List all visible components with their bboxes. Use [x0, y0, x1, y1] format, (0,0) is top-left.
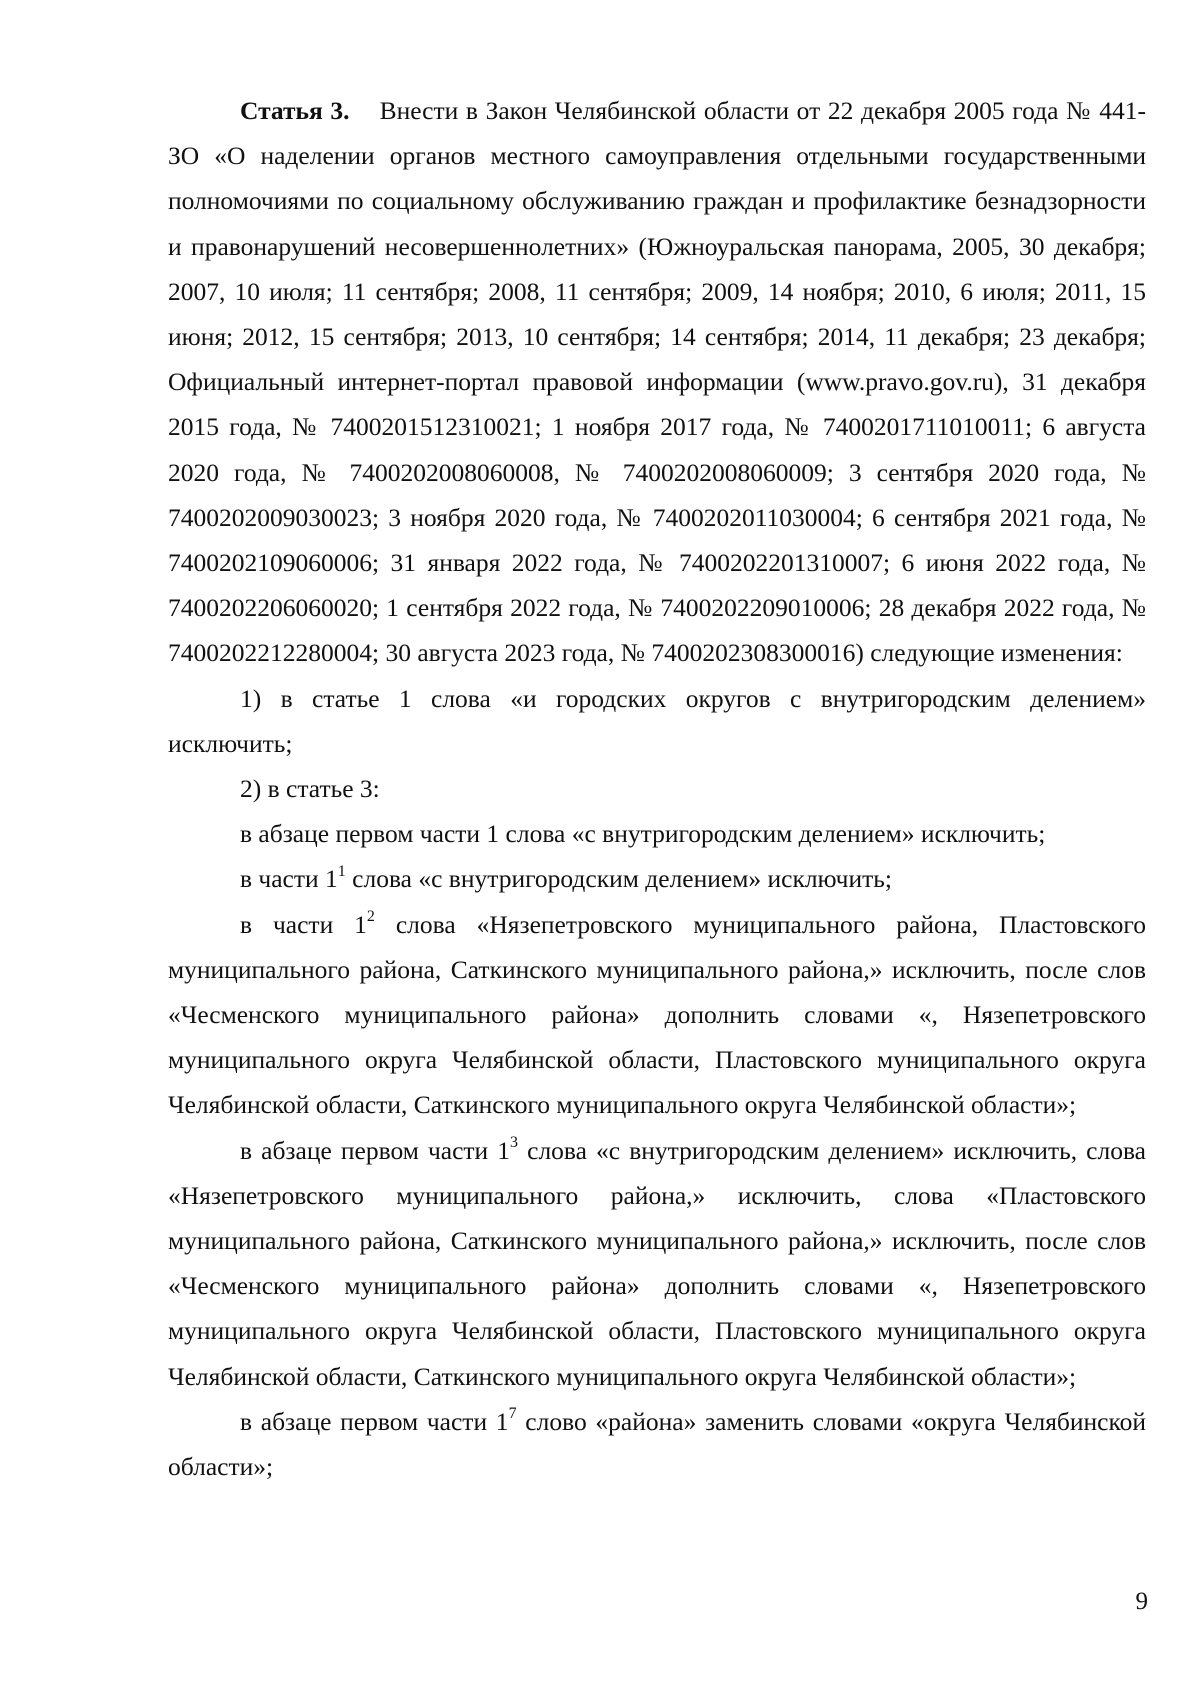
subparagraph-5: [168, 1399, 1146, 1489]
article-intro: Внести в Закон Челябинской области от 22 декабря 2005 года № 441-ЗО «О наделении органов местного самоуправления отдельными государственными полномочиями по социальному обслуживанию граждан и профилактике безнадзорности и правонарушений несовершеннолетних» (Южноуральская панорама, 2005, 30 декабря; 2007, 10 июля; 11 сентября; 2008, 11 сентября; 2009, 14 ноября; 2010, 6 июля; 2011, 15 июня; 2012, 15 сентября; 2013, 10 сентября; 14 сентября; 2014, 11 декабря; 23 декабря; Официальный интернет-портал правовой информации (www.pravo.gov.ru), 31 декабря 2015 года, № 7400201512310021; 1 ноября 2017 года, № 7400201711010011; 6 августа 2020 года, № 7400202008060008, № 7400202008060009; 3 сентября 2020 года, № 7400202009030023; 3 ноября 2020 года, № 7400202011030004; 6 сентября 2021 года, № 7400202109060006; 31 января 2022 года, № 7400202201310007; 6 июня 2022 года, № 7400202206060020; 1 сентября 2022 года, № 7400202209010006; 28 декабря 2022 года, № 7400202212280004; 30 августа 2023 года, № 7400202308300016) следующие изменения:: [168, 96, 1146, 668]
page-number: 9: [1135, 1588, 1148, 1615]
article-paragraph: [168, 88, 1146, 676]
subparagraph-3-sup: 2: [366, 908, 375, 926]
subparagraph-4-sup: 3: [510, 1134, 519, 1152]
subparagraph-2-sup: 1: [337, 862, 346, 880]
subparagraph-1: в абзаце первом части 1 слова «с внутригородским делением» исключить;: [240, 819, 1046, 849]
subparagraph-2-text: слова «с внутригородским делением» исключить;: [345, 864, 892, 894]
subparagraph-4-text: слова «с внутригородским делением» исключить, слова «Нязепетровского муниципального района,» исключить, слова «Пластовского муниципального района, Саткинского муниципального района,» исключить, после слов «Чесменского муниципального района» дополнить словами «, Нязепетровского муниципального округа Челябинской области, Пластовского муниципального округа Челябинской области, Саткинского муниципального округа Челябинской области»;: [168, 1135, 1147, 1391]
item-1: 1) в статье 1 слова «и городских округов с внутригородским делением» исключить;: [168, 683, 1146, 758]
subparagraph-5-sup: 7: [508, 1405, 517, 1423]
document-body: [168, 88, 1146, 1489]
subparagraph-2-lead: в части 1: [240, 864, 338, 894]
subparagraph-2: [168, 856, 1146, 901]
subparagraph-3-text: слова «Нязепетровского муниципального района, Пластовского муниципального района, Саткинского муниципального района,» исключить, после слов «Чесменского муниципального района» дополнить словами «, Нязепетровского муниципального округа Челябинской области, Пластовского муниципального округа Челябинской области, Саткинского муниципального округа Челябинской области»;: [168, 909, 1146, 1120]
subparagraph-5-text: слово «района» заменить словами «округа Челябинской области»;: [168, 1406, 1146, 1482]
subparagraph-5-lead: в абзаце первом части 1: [240, 1406, 509, 1436]
subparagraph-4: [168, 1128, 1146, 1399]
subparagraph-3: [168, 902, 1146, 1128]
subparagraph-4-lead: в абзаце первом части 1: [240, 1135, 511, 1165]
item-2: 2) в статье 3:: [240, 774, 380, 804]
article-label: Статья 3.: [240, 96, 350, 125]
subparagraph-3-lead: в части 1: [240, 909, 367, 939]
